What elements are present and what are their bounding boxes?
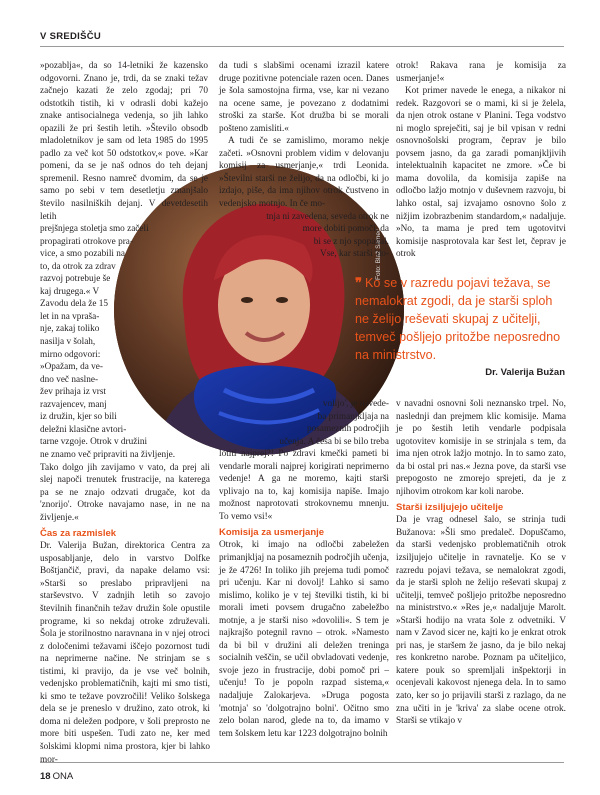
quote-mark-icon: ❞	[355, 275, 362, 290]
column-3	[396, 60, 566, 261]
subheading-komisija: Komisija za usmerjanje	[219, 527, 325, 539]
photo-credit: Foto: Blaž Samec	[375, 228, 382, 280]
col2-paragraph-4: Otrok, ki imajo na odločbi zabeležen primanjkljaj na posameznih področjih učenja, je že 4726! In toliko jih prejema tudi pomoč pri učenju. Kar ni dovolj! Lahko si samo mislimo, koliko je v tej številki tistih, ki bi morali imeti povsem drugačno zabeležbo motnje, a je starši niso »dovolili«. S tem je najkrajšo potegnil ravno – otrok. »Namesto da bi bil v družini ali deležen treninga socialnih veščin, se učil obvladovati vedenje, svoje jezo in frustracije, dobi pomoč pri – učenju! To je popoln razpad sistema,« nadaljuje Zalokarjeva. »Druga pogosta 'motnja' so 'dolgotrajno bolni'. Očitno smo zelo bolan narod, glede na to, da imamo v tem šolskem letu kar 1223 dolgotrajno bolnih	[219, 540, 389, 739]
page-footer	[40, 771, 73, 782]
col2-paragraph-3-wrap: volijo', je navede- ba primanjkljaja na posameznih področjih učenja. A česa bi se bilo treba	[279, 399, 389, 447]
col1-paragraph-2: Dr. Valerija Bužan, direktorica Centra za usposabljanje, delo in varstvo Dolfke Boštjančič, pravi, da napake delamo vsi: »Starši so preslabo pripravljeni na starševstvo. V zadnjih letih so zavojo številnih finančnih težav družin šole opustile programe, ki so nekdaj otroke združevali. Šola je storilnostno naravnana in v njej otroci z določenimi težavami iščejo pozornost tudi na neprimerne načine. Ne strinjam se s tistimi, ki pravijo, da je vse več bolnih, vedenjsko problematičnih, kajti mi smo tisti, ki smo te težave povzročili! Veliko šolskega dela se je preneslo v družino, zato otrok, ki doma ni deležen podpore, v šoli preprosto ne more biti uspešen. Tudi zato ne, ker med šolskimi klopmi nima prostora, kjer bi lahko mor-	[40, 541, 210, 765]
bottom-rule	[40, 762, 564, 763]
pull-quote-text: Ko se v razredu pojavi težava, se nemalokrat zgodi, da je starši sploh ne želijo reševati skupaj z učitelji, temveč pošljejo pritožbe neposredno na ministrstvo.	[355, 276, 561, 362]
col2-paragraph-2: A tudi če se zamislimo, moramo nekje začeti. »Osnovni problem vidim v delovanju komisij za usmerjanje,« trdi Leonida. »Številni starši ne želijo, da na odločbi, ki jo izdajo, piše, da ima njihov otrok čustveno in vedenjsko motnjo. In če mo-	[219, 136, 389, 210]
column-3-lower	[396, 398, 566, 728]
column-2-lower	[219, 398, 389, 740]
pull-quote	[355, 274, 565, 378]
col2-paragraph-2-wrap: tnja ni zavedena, seveda otrok ne more dobiti pomoči, da bi se z njo spopadal. Vse, kar starši 'do-	[266, 211, 389, 260]
col3-paragraph-3: v navadni osnovni šoli neznansko trpel. No, naslednji dan prejmem klic komisije. Mama je po šestih letih vendarle podpisala ugotovitev komisije in se strinjala s tem, da ima njen otrok lažjo motnjo. In to samo zato, da bi ostal pri nas.« Jezna pove, da starši vse prepogosto ne zmorejo sprejeti, da je z njihovim otrokom kar koli narobe.	[396, 399, 566, 497]
column-1	[40, 60, 210, 766]
pull-quote-author: Dr. Valerija Bužan	[485, 367, 565, 378]
col3-paragraph-1: otrok! Rakava rana je komisija za usmerjanje!«	[396, 61, 566, 84]
top-rule	[40, 46, 564, 47]
column-2	[219, 60, 389, 261]
section-label: V SREDIŠČU	[40, 31, 102, 42]
subheading-starsi-izsiljujejo: Starši izsiljujejo učitelje	[396, 502, 504, 514]
col1-paragraph-1: »pozablja«, da so 14-letniki že kazensko odgovorni. Znano je, trdi, da se znaki težav začnejo kazati že zelo zgodaj; pri 70 odstotkih tistih, ki v odrasli dobi kažejo znake antisocialnega vedenja, so jih lahko opazili že pri šestih letih. »Število obsodb mladoletnikov je sam od leta 1985 do 1995 padlo za več kot 50 odstotkov,« pove. »Kar pomeni, da se je naš odnos do teh dejanj spremenil. Resno namreč dvomim, da se je samo po sebi v tem desetletju zmanjšalo število nasilniških dejanj. V devetdesetih letih	[40, 61, 208, 222]
col2-paragraph-1: da tudi s slabšimi ocenami izrazil katere druge pozitivne potenciale razen ocen. Danes je šola samostojna firma, vse, kar ni vezano na ocene same, je povezano z dodatnimi stroški za starše. Kot družba bi se morali pošteno zamisliti.«	[219, 61, 389, 134]
col1-paragraph-1-end: Tako dolgo jih zavijamo v vato, da prej ali slej napoči trenutek frustracije, na katerega pa se ne znajo odzvati drugače, kot da 'znorijo'. Otroke navajamo nase, in ne na življenje.«	[40, 462, 210, 523]
subheading-cas-za-razmislek: Čas za razmislek	[40, 528, 117, 540]
magazine-name: ONA	[52, 771, 74, 782]
page-number: 18	[40, 771, 51, 782]
col3-paragraph-4: Da je vrag odnesel šalo, se strinja tudi Bužanova: »Šli smo predaleč. Dopuščamo, da starši vedenjsko problematičnih otrok izsiljujejo učitelje in ravnatelje. Ko se v razredu pojavi težava, se nemalokrat zgodi, da je starši sploh ne želijo reševati skupaj z učitelji, temveč pošljejo pritožbe neposredno na ministrstvo.« »Res je,« nadaljuje Marolt. »Starši hodijo na vrata šole z odvetniki. V nam v Zavod sicer ne, kajti ko je enkrat otrok pri nas, je staršem že jasno, da je bilo nekaj res konkretno narobe. Poznam pa učiteljico, katere pouk so spremljali inšpektorji in ocenjevali kakovost njenega dela. In to samo zato, ker so jo prijavili starši z razlago, da ne zna učiti in je 'kriva' za slabe ocene otrok. Starši se vtikajo v	[396, 515, 566, 727]
col1-paragraph-1-wrap: prejšnjega stoletja smo začeli propagirati otrokove pra- vice, a smo pozabili na to, da otrok za zdrav razvoj potrebuje še kaj drugega.« V Zavodu dela že 15 let in na vpraša- nje, zakaj toliko nasilja v šolah, mirno odgovori: »Opažam, da ve- dno več naslne- žev prihaja iz vrst razvajencev, manj iz družin, kjer so bili deležni klasične avtori- tarne vzgoje. Otrok v družini ne znamo več pripraviti na življenje.	[40, 224, 176, 460]
col3-paragraph-2: Kot primer navede le enega, a nikakor ni redek. Razgovori se o mami, ki si je želela, da njen otrok ostane v Planini. Tega vodstvo ni moglo spreječiti, saj je bil vpisan v redni osnovnošolski program, čeprav je bilo povsem jasno, da ga zaradi pomanjkljivih intelektualnih kapacitet ne zmore. »Če bi mama dovolila, da komisija zapiše na odločbo lažjo motnjo v duševnem razvoju, bi lahko ostal, saj izvajamo osnovno šolo z nižjim izobrazbenim standardom,« nadaljuje. »No, ta mama je pred tem ugotovitvi komisije nasprotovala kar šest let, čeprav je otrok	[396, 86, 566, 260]
col2-paragraph-3: lotiti najprej?! Po zdravi kmečki pameti bi vendarle morali najprej korigirati neprimerno vedenje! A ga ne moremo, kajti starši vplivajo na to, kaj komisija napiše. Imajo možnost naprotovati strokovnemu mnenju. To vemo vsi!«	[219, 449, 389, 522]
